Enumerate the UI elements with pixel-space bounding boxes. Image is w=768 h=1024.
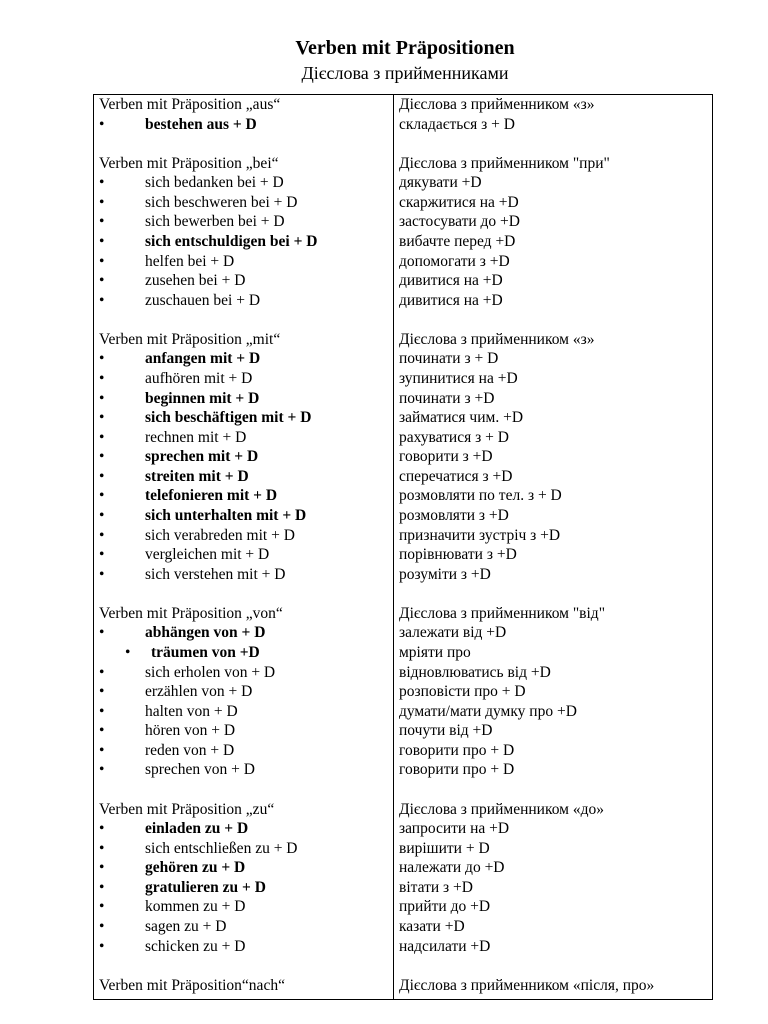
section-header-de: Verben mit Präposition“nach“ <box>99 976 285 994</box>
vocabulary-table <box>93 94 713 1000</box>
verb-de: sich beschweren bei + D <box>145 193 298 211</box>
verb-de: sprechen von + D <box>145 761 255 779</box>
verb-de: zusehen bei + D <box>145 272 246 290</box>
bullet-icon: • <box>99 389 105 407</box>
bullet-icon: • <box>99 565 105 583</box>
verb-de: zuschauen bei + D <box>145 291 261 309</box>
verb-uk: належати до +D <box>399 859 505 877</box>
verb-uk: призначити зустріч з +D <box>399 526 561 544</box>
verb-de: halten von + D <box>145 702 238 720</box>
page-title: Verben mit Präpositionen <box>295 37 515 59</box>
verb-de: sich bewerben bei + D <box>145 213 285 231</box>
verb-uk: порівнювати з +D <box>399 546 517 564</box>
verb-de: sich erholen von + D <box>145 663 276 681</box>
bullet-icon: • <box>99 683 105 701</box>
bullet-icon: • <box>99 859 105 877</box>
verb-de: gehören zu + D <box>145 859 246 877</box>
bullet-icon: • <box>125 644 131 661</box>
verb-de: anfangen mit + D <box>145 350 261 368</box>
verb-uk: починати з +D <box>399 389 495 407</box>
bullet-icon: • <box>99 898 105 916</box>
verb-uk: сперечатися з +D <box>399 467 513 485</box>
section-header-uk: Дієслова з прийменником «після, про» <box>399 976 655 994</box>
verb-uk: дякувати +D <box>399 174 482 192</box>
verb-uk: говорити з +D <box>399 448 493 466</box>
section-header-uk: Дієслова з прийменником «з» <box>399 330 595 348</box>
verb-uk: розмовляти з +D <box>399 507 509 524</box>
bullet-icon: • <box>99 702 105 720</box>
verb-uk: почути від +D <box>399 722 493 740</box>
section-header-de: Verben mit Präposition „von“ <box>99 604 283 622</box>
verb-de: rechnen mit + D <box>145 428 247 446</box>
verb-uk: застосувати до +D <box>399 213 520 231</box>
verb-de: sich verstehen mit + D <box>145 565 286 583</box>
bullet-icon: • <box>99 370 105 387</box>
verb-de: gratulieren zu + D <box>145 878 266 896</box>
verb-uk: говорити про + D <box>399 761 515 779</box>
verb-de: sich bedanken bei + D <box>145 174 284 192</box>
verb-uk: допомогати з +D <box>399 252 510 270</box>
bullet-icon: • <box>99 546 105 564</box>
verb-de: telefonieren mit + D <box>145 487 278 505</box>
verb-uk: вирішити + D <box>399 839 490 857</box>
bullet-icon: • <box>99 624 105 642</box>
bullet-icon: • <box>99 193 105 211</box>
bullet-icon: • <box>99 917 105 935</box>
page-subtitle: Дієслова з прийменниками <box>301 63 509 83</box>
bullet-icon: • <box>99 409 105 427</box>
bullet-icon: • <box>99 741 105 759</box>
verb-uk: починати з + D <box>399 350 499 368</box>
verb-uk: розповісти про + D <box>399 683 526 701</box>
verb-de: streiten mit + D <box>145 467 249 485</box>
bullet-icon: • <box>99 115 105 133</box>
bullet-icon: • <box>99 448 105 466</box>
bullet-icon: • <box>99 722 105 740</box>
verb-uk: вибачте перед +D <box>399 233 516 250</box>
bullet-icon: • <box>99 839 105 857</box>
verb-uk: думати/мати думку про +D <box>399 702 577 720</box>
verb-uk: прийти до +D <box>399 898 491 916</box>
bullet-icon: • <box>99 272 105 290</box>
verb-uk: говорити про + D <box>399 741 515 759</box>
verb-de: schicken zu + D <box>145 937 246 955</box>
bullet-icon: • <box>99 252 105 270</box>
verb-de: sich beschäftigen mit + D <box>145 409 312 427</box>
verb-uk: розмовляти по тел. з + D <box>399 487 562 505</box>
bullet-icon: • <box>99 937 105 955</box>
bullet-icon: • <box>99 213 105 231</box>
verb-de: sich verabreden mit + D <box>145 526 295 544</box>
verb-uk: розуміти з +D <box>399 565 491 583</box>
section-header-de: Verben mit Präposition „aus“ <box>99 96 281 113</box>
verb-de: sprechen mit + D <box>145 448 259 466</box>
verb-uk: рахуватися з + D <box>399 428 509 446</box>
verb-de: hören von + D <box>145 722 236 740</box>
verb-de: einladen zu + D <box>145 820 249 838</box>
verb-uk: відновлюватись від +D <box>399 663 551 681</box>
section-header-de: Verben mit Präposition „zu“ <box>99 800 275 818</box>
verb-de: aufhören mit + D <box>145 370 253 387</box>
bullet-icon: • <box>99 487 105 505</box>
bullet-icon: • <box>99 507 105 524</box>
verb-de: sich unterhalten mit + D <box>145 507 307 524</box>
section-header-de: Verben mit Präposition „mit“ <box>99 330 281 348</box>
section-header-uk: Дієслова з прийменником "від" <box>399 604 606 622</box>
verb-de: träumen von +D <box>151 644 260 661</box>
verb-uk: дивитися на +D <box>399 272 503 290</box>
verb-de: helfen bei + D <box>145 252 235 270</box>
verb-uk: казати +D <box>399 917 465 935</box>
verb-de: abhängen von + D <box>145 624 266 642</box>
verb-de: kommen zu + D <box>145 898 246 916</box>
verb-de: beginnen mit + D <box>145 389 260 407</box>
verb-de: bestehen aus + D <box>145 115 257 133</box>
bullet-icon: • <box>99 526 105 544</box>
bullet-icon: • <box>99 233 105 250</box>
verb-de: sich entschuldigen bei + D <box>145 233 318 250</box>
section-header-uk: Дієслова з прийменником "при" <box>399 154 610 172</box>
verb-uk: займатися чим. +D <box>399 409 524 427</box>
verb-de: reden von + D <box>145 741 235 759</box>
bullet-icon: • <box>99 467 105 485</box>
bullet-icon: • <box>99 291 105 309</box>
section-header-uk: Дієслова з прийменником «до» <box>399 800 604 818</box>
bullet-icon: • <box>99 350 105 368</box>
verb-uk: скаржитися на +D <box>399 193 519 211</box>
verb-uk: залежати від +D <box>399 624 507 642</box>
column-divider <box>393 95 394 999</box>
verb-de: vergleichen mit + D <box>145 546 270 564</box>
verb-uk: складається з + D <box>399 115 515 133</box>
verb-uk: зупинитися на +D <box>399 370 518 387</box>
bullet-icon: • <box>99 428 105 446</box>
verb-de: sich entschließen zu + D <box>145 839 298 857</box>
verb-uk: надсилати +D <box>399 937 491 955</box>
verb-uk: дивитися на +D <box>399 291 503 309</box>
verb-de: erzählen von + D <box>145 683 253 701</box>
bullet-icon: • <box>99 761 105 779</box>
section-header-de: Verben mit Präposition „bei“ <box>99 154 279 172</box>
section-header-uk: Дієслова з прийменником «з» <box>399 96 595 113</box>
verb-uk: запросити на +D <box>399 820 510 838</box>
bullet-icon: • <box>99 820 105 838</box>
bullet-icon: • <box>99 878 105 896</box>
verb-de: sagen zu + D <box>145 917 227 935</box>
verb-uk: мріяти про <box>399 644 471 661</box>
bullet-icon: • <box>99 663 105 681</box>
verb-uk: вітати з +D <box>399 878 473 896</box>
bullet-icon: • <box>99 174 105 192</box>
